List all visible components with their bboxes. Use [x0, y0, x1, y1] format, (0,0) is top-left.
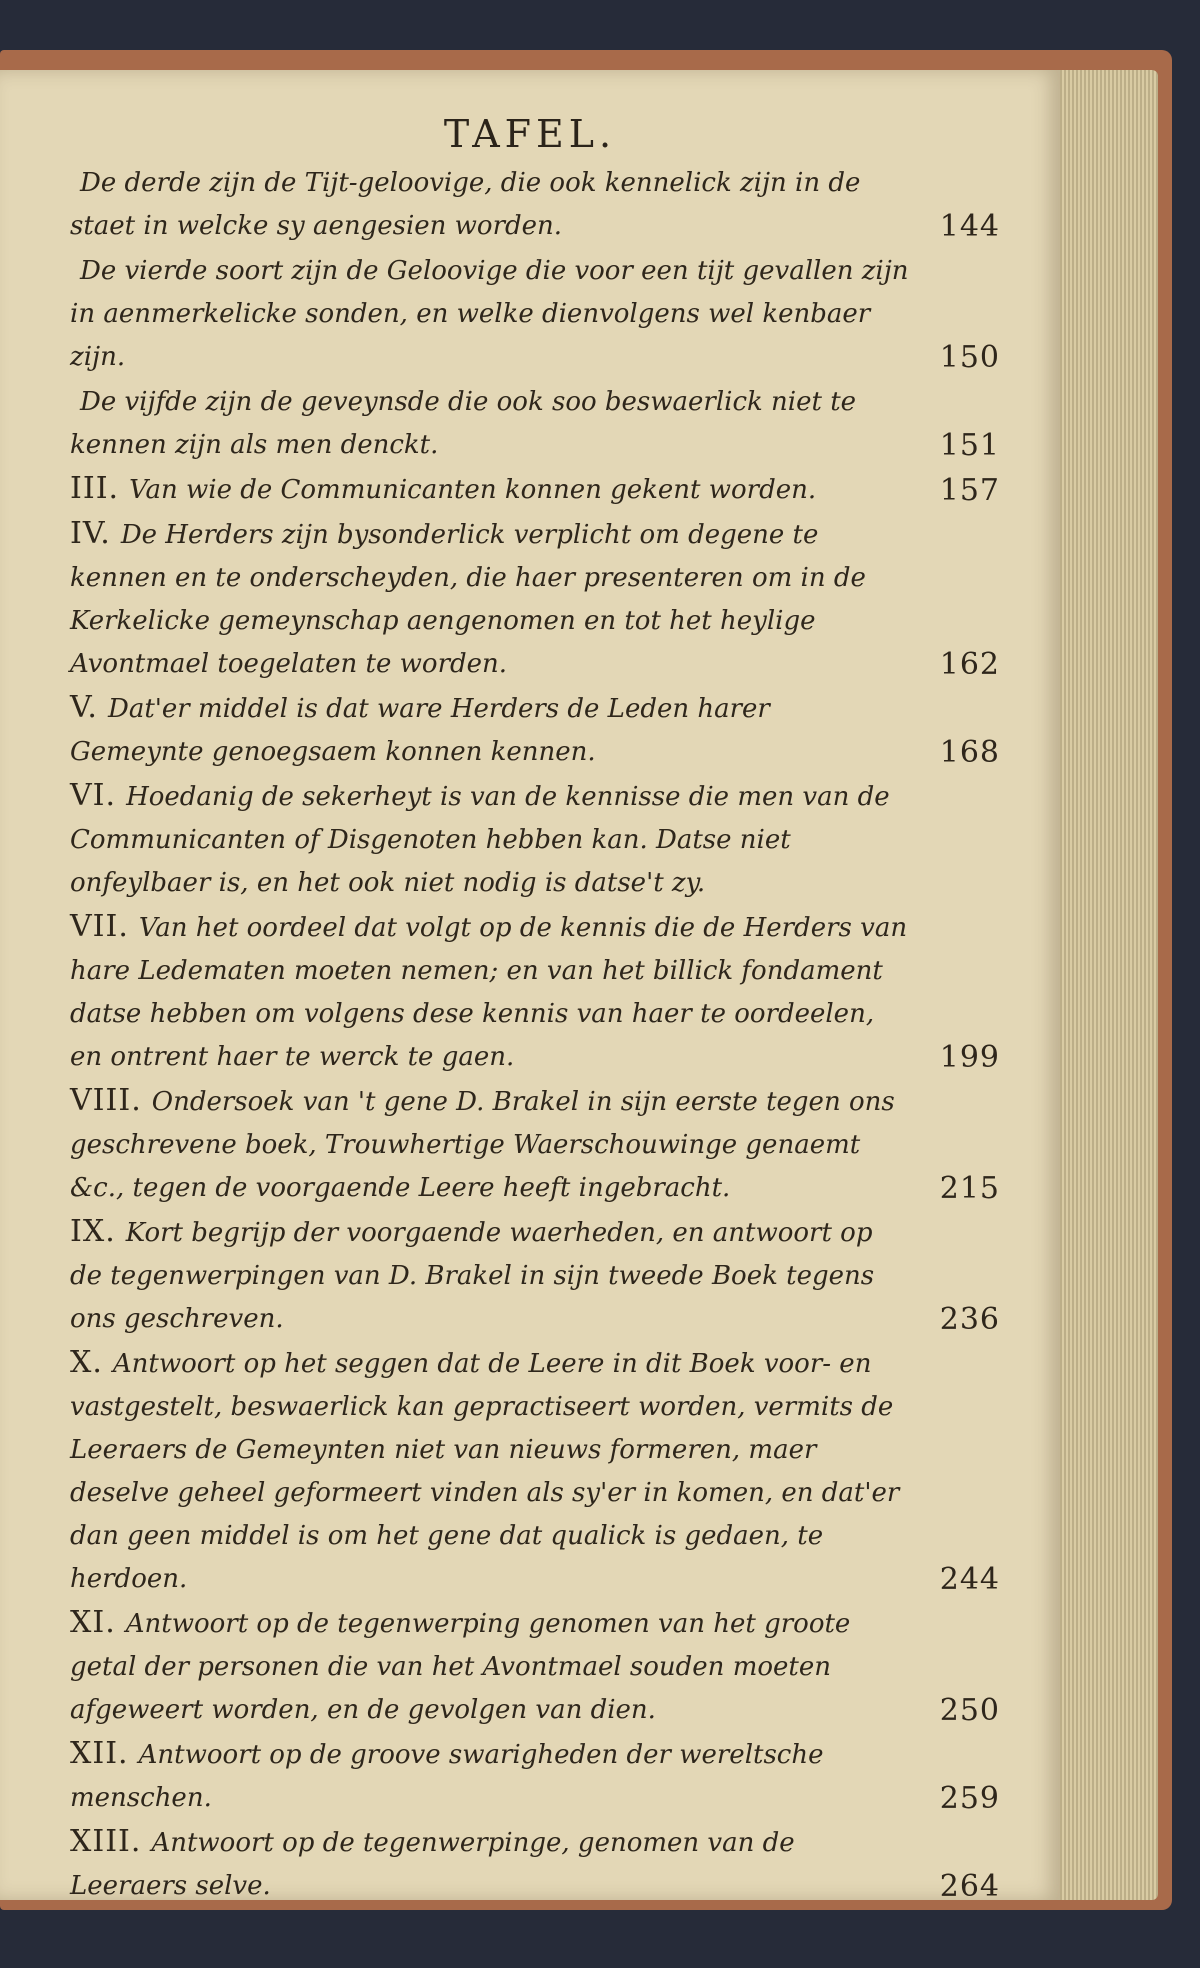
- toc-entry: [70, 1210, 1000, 1341]
- entry-text: De vierde soort zijn de Geloovige die voor een tijt gevallen zijn in aenmerkelicke sonden, en welke dienvolgens wel kenbaer zijn.: [70, 256, 909, 372]
- entry-text: De derde zijn de Tijt-geloovige, die ook kennelick zijn in de staet in welcke sy aengesien worden.: [70, 168, 861, 241]
- toc-entry: [70, 1341, 1000, 1601]
- page-number: 264: [939, 1869, 1000, 1904]
- entry-text: Antwoort op het seggen dat de Leere in dit Boek voor- en vastgestelt, beswaerlick kan gepractiseert worden, vermits de Leeraers de Gemeynten niet van nieuws formeren, maer deselve geheel geformeert vinden als sy'er in komen, en dat'er dan geen middel is om het gene dat qualick is gedaen, te herdoen.: [70, 1349, 900, 1594]
- page-edges: [1058, 70, 1158, 1900]
- entry-text: Van wie de Communicanten konnen gekent worden.: [129, 475, 817, 505]
- page-number: 199: [939, 1040, 1000, 1075]
- chapter-number: IV.: [70, 516, 111, 551]
- page-number: 236: [939, 1302, 1000, 1337]
- entry-text: Van het oordeel dat volgt op de kennis die de Herders van hare Ledematen moeten nemen; en van het billick fondament datse hebben om volgens dese kennis van haer te oordeelen, en ontrent haer te werck te gaen.: [70, 913, 908, 1072]
- chapter-number: XIII.: [70, 1824, 142, 1859]
- entry-text: Antwoort op de tegenwerpinge, genomen van de Leeraers selve.: [70, 1828, 795, 1901]
- toc-entry: [70, 774, 1000, 905]
- toc-entry: [70, 1079, 1000, 1210]
- entry-text: Antwoort op de groove swarigheden der wereltsche menschen.: [70, 1740, 824, 1813]
- table-of-contents: [70, 160, 1000, 1908]
- entry-text: Antwoort op de tegenwerping genomen van het groote getal der personen die van het Avontmael souden moeten afgeweert worden, en de gevolgen van dien.: [70, 1609, 851, 1725]
- chapter-number: VII.: [70, 909, 129, 944]
- chapter-number: IX.: [70, 1214, 116, 1249]
- page-number: 168: [939, 735, 1000, 770]
- entry-text: Dat'er middel is dat ware Herders de Leden harer Gemeynte genoegsaem konnen kennen.: [70, 694, 770, 767]
- page-number: 157: [939, 473, 1000, 508]
- entry-text: Hoedanig de sekerheyt is van de kennisse die men van de Communicanten of Disgenoten hebben kan. Datse niet onfeylbaer is, en het ook niet nodig is datse't zy.: [70, 782, 890, 898]
- entry-text: De vijfde zijn de geveynsde die ook soo beswaerlick niet te kennen zijn als men denckt.: [70, 387, 857, 460]
- page-number: 151: [939, 428, 1000, 463]
- page-number: 244: [939, 1562, 1000, 1597]
- toc-entry: [70, 160, 1000, 248]
- page-number: 215: [939, 1171, 1000, 1206]
- chapter-number: XI.: [70, 1605, 116, 1640]
- page-number: 250: [939, 1693, 1000, 1728]
- toc-entry: [70, 467, 1000, 512]
- toc-entry: [70, 512, 1000, 686]
- page-number: 144: [939, 209, 1000, 244]
- chapter-number: V.: [70, 690, 98, 725]
- chapter-number: III.: [70, 471, 120, 506]
- toc-entry: [70, 686, 1000, 774]
- entry-text: Ondersoek van 't gene D. Brakel in sijn eerste tegen ons geschrevene boek, Trouwhertige Waerschouwinge genaemt &c., tegen de voorgaende Leere heeft ingebracht.: [70, 1087, 895, 1203]
- entry-text: De Herders zijn bysonderlick verplicht om degene te kennen en te onderscheyden, die haer presenteren om in de Kerkelicke gemeynschap aengenomen en tot het heylige Avontmael toegelaten te worden.: [70, 520, 866, 679]
- toc-entry: [70, 379, 1000, 467]
- chapter-number: VIII.: [70, 1083, 142, 1118]
- page-number: 150: [939, 340, 1000, 375]
- page-number: 259: [939, 1781, 1000, 1816]
- toc-entry: [70, 1732, 1000, 1820]
- entry-text: Kort begrijp der voorgaende waerheden, en antwoort op de tegenwerpingen van D. Brakel in sijn tweede Boek tegens ons geschreven.: [70, 1218, 875, 1334]
- toc-entry: [70, 905, 1000, 1079]
- toc-entry: [70, 248, 1000, 379]
- chapter-number: X.: [70, 1345, 103, 1380]
- chapter-number: XII.: [70, 1736, 129, 1771]
- page-number: 162: [939, 647, 1000, 682]
- toc-entry: [70, 1820, 1000, 1908]
- page-title: TAFEL.: [443, 112, 617, 156]
- chapter-number: VI.: [70, 778, 117, 813]
- toc-entry: [70, 1601, 1000, 1732]
- book-page: [0, 70, 1060, 1904]
